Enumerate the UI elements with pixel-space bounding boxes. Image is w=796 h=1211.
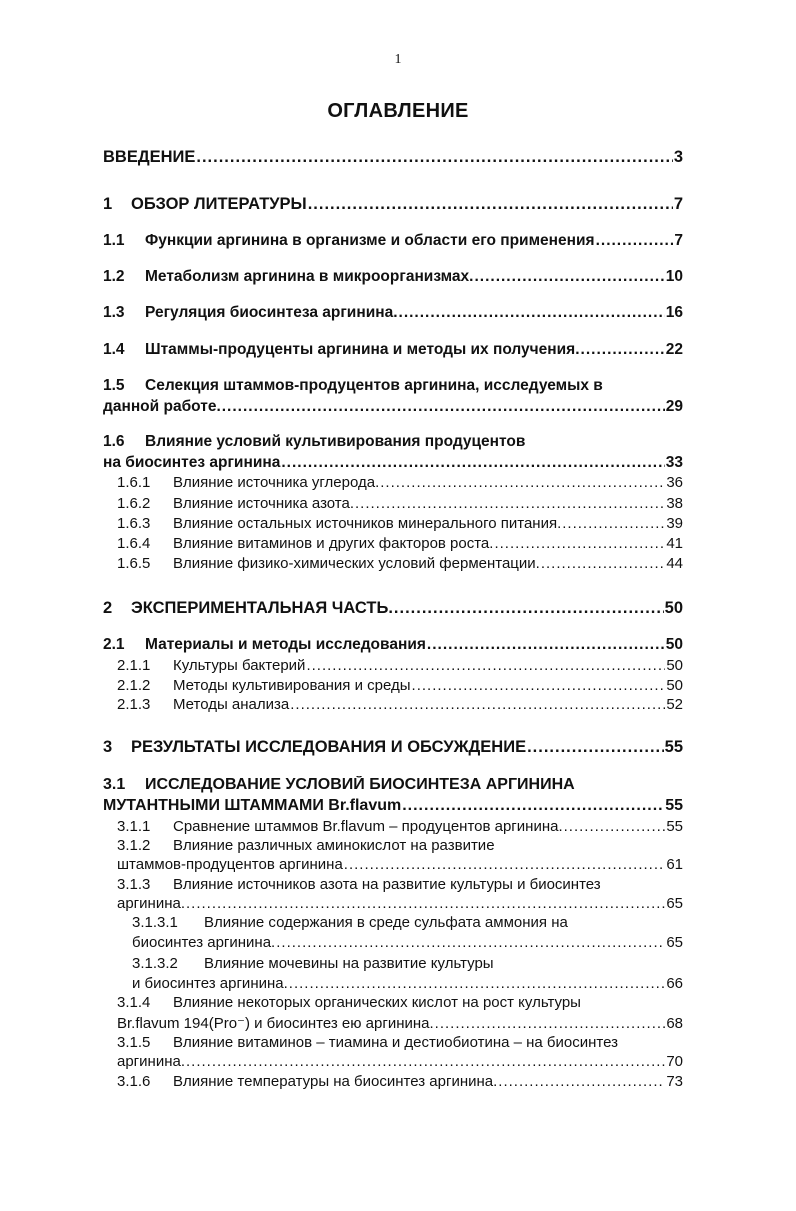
entry-number: 1 <box>103 195 113 213</box>
toc-entry[interactable] <box>117 495 683 512</box>
entry-title: Материалы и методы исследования <box>145 636 426 653</box>
entry-number: 3.1.3.2 <box>132 955 178 972</box>
entry-title: ЭКСПЕРИМЕНТАЛЬНАЯ ЧАСТЬ. <box>131 599 393 617</box>
entry-title: МУТАНТНЫМИ ШТАММАМИ Br.flavum <box>103 797 402 814</box>
dot-leader <box>435 1015 666 1032</box>
toc-entry-continuation[interactable] <box>103 454 683 472</box>
dot-leader <box>289 975 666 992</box>
entry-number: 2.1.1 <box>117 657 151 674</box>
entry-number: 1.6 <box>103 433 125 450</box>
toc-entry[interactable] <box>117 837 683 854</box>
entry-number: 3.1.1 <box>117 818 151 835</box>
entry-title: Влияние витаминов – тиамина и дестиобиотина – на биосинтез <box>173 1034 618 1051</box>
entry-page: 55 <box>664 738 683 756</box>
toc-entry[interactable] <box>103 195 683 214</box>
dot-leader <box>308 195 673 214</box>
entry-number: 1.5 <box>103 377 125 394</box>
dot-leader <box>186 895 665 912</box>
entry-title: Br.flavum 194(Pro⁻) и биосинтез ею аргинина. <box>117 1015 434 1032</box>
entry-number: 1.1 <box>103 232 125 249</box>
toc-entry[interactable] <box>117 876 683 893</box>
entry-title: Штаммы-продуценты аргинина и методы их получения. <box>145 341 580 358</box>
entry-number: 1.6.2 <box>117 495 151 512</box>
toc-entry[interactable] <box>132 955 683 972</box>
entry-number: 3.1.3 <box>117 876 151 893</box>
entry-title: биосинтез аргинина. <box>132 934 276 951</box>
entry-title: Культуры бактерий <box>173 657 306 674</box>
entry-number: 1.6.4 <box>117 535 151 552</box>
toc-entry[interactable] <box>103 232 683 250</box>
toc-entry[interactable] <box>117 515 683 532</box>
toc-entry[interactable] <box>117 555 683 572</box>
dot-leader <box>344 856 666 873</box>
dot-leader <box>562 515 665 532</box>
toc-entry[interactable] <box>103 738 683 757</box>
entry-title: на биосинтез аргинина <box>103 454 281 471</box>
entry-title: штаммов-продуцентов аргинина <box>117 856 343 873</box>
entry-number: 3.1.4 <box>117 994 151 1011</box>
dot-leader <box>581 341 665 359</box>
dot-leader <box>527 738 664 757</box>
entry-title: аргинина. <box>117 895 185 912</box>
dot-leader <box>394 599 664 618</box>
entry-number: 1.3 <box>103 304 125 321</box>
entry-number: 3.1 <box>103 776 126 793</box>
entry-number: 3.1.5 <box>117 1034 151 1051</box>
entry-number: 1.2 <box>103 268 125 285</box>
toc-entry-continuation[interactable] <box>117 1053 683 1070</box>
dot-leader <box>306 657 665 674</box>
entry-page: 33 <box>665 454 683 471</box>
entry-number: 3 <box>103 738 113 756</box>
entry-title: Влияние температуры на биосинтез аргинина. <box>173 1073 498 1090</box>
entry-title: Сравнение штаммов Br.flavum – продуцентов аргинина. <box>173 818 563 835</box>
entry-title: Влияние витаминов и других факторов роста. <box>173 535 494 552</box>
entry-number: 1.6.3 <box>117 515 151 532</box>
entry-title: Влияние источника углерода. <box>173 474 380 491</box>
entry-page: 41 <box>666 535 683 552</box>
entry-page: 50 <box>665 636 683 653</box>
entry-title: Влияние условий культивирования продуцентов <box>145 433 526 450</box>
page-number: 1 <box>394 52 402 67</box>
toc-entry[interactable] <box>103 341 683 359</box>
dot-leader <box>474 268 664 286</box>
toc-entry[interactable] <box>103 304 683 322</box>
entry-number: 2 <box>103 599 113 617</box>
entry-title: аргинина. <box>117 1053 185 1070</box>
entry-number: 2.1 <box>103 636 125 653</box>
entry-number: 2.1.3 <box>117 696 151 713</box>
entry-title: ВВЕДЕНИЕ <box>103 148 196 166</box>
entry-page: 39 <box>666 515 683 532</box>
toc-entry[interactable] <box>103 148 683 167</box>
entry-page: 44 <box>666 555 683 572</box>
toc-entry-continuation[interactable] <box>103 398 683 416</box>
dot-leader <box>427 636 665 654</box>
entry-page: 50 <box>666 657 683 674</box>
toc-entry-continuation[interactable] <box>117 1014 683 1032</box>
entry-title: Влияние некоторых органических кислот на рост культуры <box>173 994 581 1011</box>
entry-title: Метаболизм аргинина в микроорганизмах. <box>145 268 474 285</box>
toc-entry-continuation[interactable] <box>117 856 683 873</box>
dot-leader <box>596 232 674 250</box>
entry-page: 52 <box>666 696 683 713</box>
dot-leader <box>281 454 664 472</box>
entry-title: Регуляция биосинтеза аргинина. <box>145 304 398 321</box>
entry-title: Влияние остальных источников минерального питания. <box>173 515 562 532</box>
entry-number: 3.1.2 <box>117 837 151 854</box>
entry-title: Функции аргинина в организме и области его применения <box>145 232 595 249</box>
entry-page: 55 <box>666 818 683 835</box>
entry-number: 3.1.3.1 <box>132 914 178 931</box>
toc-entry[interactable] <box>117 535 683 552</box>
entry-title: Влияние источников азота на развитие культуры и биосинтез <box>173 876 601 893</box>
entry-page: 38 <box>666 495 683 512</box>
entry-page: 10 <box>665 268 683 285</box>
entry-page: 66 <box>666 975 683 992</box>
dot-leader <box>412 677 666 694</box>
dot-leader <box>222 398 665 416</box>
dot-leader <box>355 495 665 512</box>
dot-leader <box>541 555 665 572</box>
entry-title: Влияние источника азота. <box>173 495 355 512</box>
entry-page: 61 <box>666 856 683 873</box>
toc-entry[interactable] <box>103 636 683 654</box>
dot-leader <box>196 148 672 167</box>
toc-entry[interactable] <box>103 599 683 618</box>
dot-leader <box>380 474 665 491</box>
dot-leader <box>494 535 665 552</box>
entry-title: Влияние мочевины на развитие культуры <box>204 955 494 972</box>
toc-entry-continuation[interactable] <box>132 934 683 951</box>
dot-leader <box>498 1073 665 1090</box>
entry-number: 3.1.6 <box>117 1073 151 1090</box>
dot-leader <box>399 304 665 322</box>
entry-page: 50 <box>664 599 683 617</box>
entry-title: ОБЗОР ЛИТЕРАТУРЫ <box>131 195 307 213</box>
dot-leader <box>186 1053 665 1070</box>
toc-entry[interactable] <box>103 433 683 451</box>
entry-number: 1.4 <box>103 341 125 358</box>
entry-page: 7 <box>674 232 683 249</box>
dot-leader <box>276 934 665 951</box>
entry-title: данной работе. <box>103 398 221 415</box>
toc-entry[interactable] <box>117 818 683 835</box>
entry-number: 2.1.2 <box>117 677 151 694</box>
entry-title: Методы анализа <box>173 696 290 713</box>
toc-entry[interactable] <box>117 657 683 674</box>
toc-entry[interactable] <box>132 914 683 931</box>
toc-entry[interactable] <box>117 474 683 491</box>
entry-title: Селекция штаммов-продуцентов аргинина, исследуемых в <box>145 377 603 394</box>
entry-title: Влияние содержания в среде сульфата аммония на <box>204 914 568 931</box>
entry-number: 1.6.5 <box>117 555 151 572</box>
entry-page: 29 <box>665 398 683 415</box>
toc-entry[interactable] <box>103 268 683 286</box>
entry-page: 22 <box>665 341 683 358</box>
entry-page: 55 <box>665 797 683 814</box>
entry-page: 7 <box>673 195 683 213</box>
entry-title: ИССЛЕДОВАНИЕ УСЛОВИЙ БИОСИНТЕЗА АРГИНИНА <box>145 776 575 793</box>
page-title: ОГЛАВЛЕНИЕ <box>327 100 469 122</box>
entry-page: 73 <box>666 1073 683 1090</box>
dot-leader <box>290 696 665 713</box>
toc-entry[interactable] <box>103 776 683 794</box>
toc-entry[interactable] <box>117 696 683 713</box>
toc-entry[interactable] <box>117 1073 683 1090</box>
entry-title: РЕЗУЛЬТАТЫ ИССЛЕДОВАНИЯ И ОБСУЖДЕНИЕ <box>131 738 527 756</box>
toc-entry-continuation[interactable] <box>117 895 683 912</box>
entry-title: Влияние различных аминокислот на развитие <box>173 837 495 854</box>
entry-page: 16 <box>665 304 683 321</box>
entry-title: и биосинтез аргинина. <box>132 975 288 992</box>
entry-page: 3 <box>673 148 683 166</box>
entry-title: Методы культивирования и среды <box>173 677 411 694</box>
entry-page: 68 <box>666 1015 683 1032</box>
entry-page: 50 <box>666 677 683 694</box>
toc-entry[interactable] <box>117 677 683 694</box>
entry-page: 65 <box>666 895 683 912</box>
entry-page: 65 <box>666 934 683 951</box>
toc-entry[interactable] <box>117 994 683 1011</box>
toc-entry[interactable] <box>103 377 683 395</box>
entry-page: 70 <box>666 1053 683 1070</box>
entry-title: Влияние физико-химических условий ферментации. <box>173 555 540 572</box>
toc-entry[interactable] <box>117 1034 683 1051</box>
entry-number: 1.6.1 <box>117 474 151 491</box>
toc-entry-continuation[interactable] <box>132 975 683 992</box>
dot-leader <box>402 797 664 815</box>
dot-leader <box>564 818 666 835</box>
entry-page: 36 <box>666 474 683 491</box>
toc-entry-continuation[interactable] <box>103 797 683 815</box>
